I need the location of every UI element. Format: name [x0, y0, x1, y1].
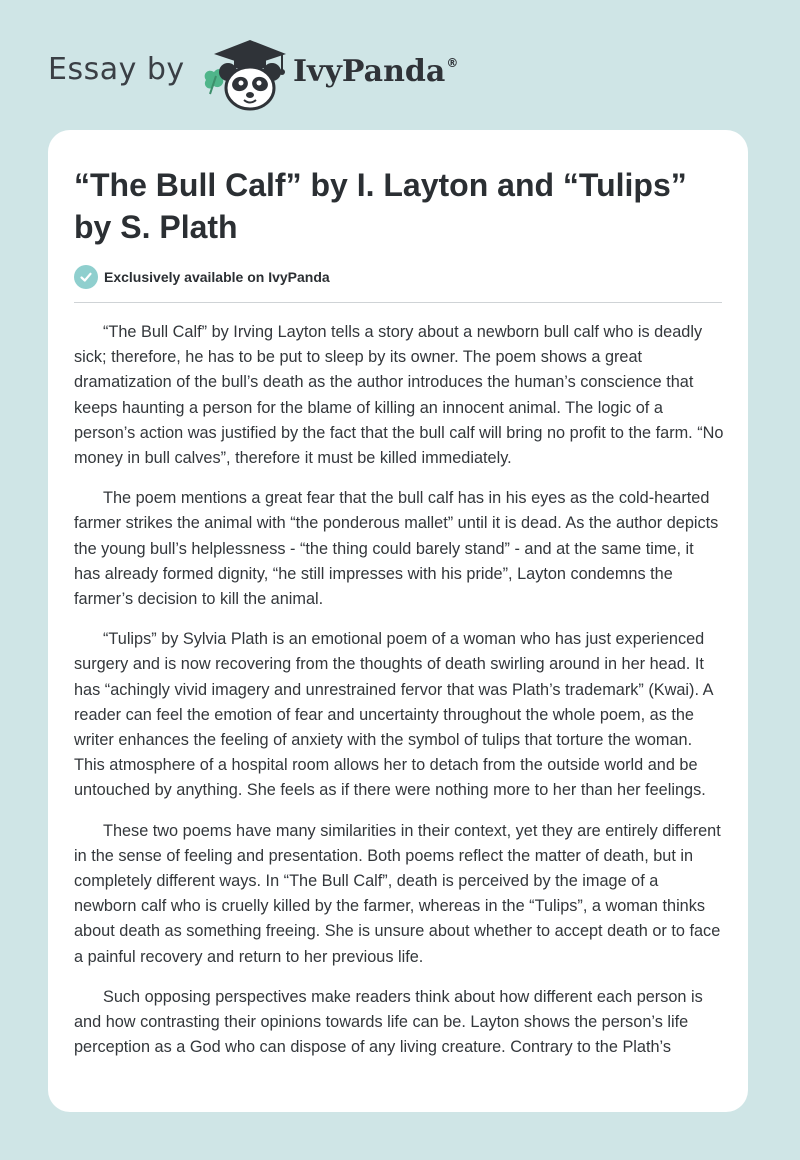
exclusive-badge — [74, 264, 330, 290]
brand-logo[interactable] — [293, 54, 458, 89]
page-title: “The Bull Calf” by I. Layton and “Tulips” by S. Plath — [74, 167, 687, 245]
divider — [74, 302, 722, 303]
panda-graduate-icon[interactable] — [200, 36, 292, 112]
check-icon — [74, 265, 98, 289]
exclusive-label: Exclusively available on IvyPanda — [104, 269, 330, 285]
paragraph: These two poems have many similarities in their context, yet they are entirely different in the sense of feeling and presentation. Both poems reflect the matter of death, but in completely different ways. In “The Bull Calf”, death is perceived by the image of a newborn calf who is cruelly killed by the farmer, whereas in the “Tulips”, a woman thinks about death as something freeing. She is unsure about whether to accept death or to face a painful recovery and return to her previous life. — [74, 821, 721, 966]
brand-name: IvyPanda — [293, 54, 446, 89]
paragraph: “The Bull Calf” by Irving Layton tells a story about a newborn bull calf who is deadly sick; therefore, he has to be put to sleep by its owner. The poem shows a great dramatization of the bull’s death as the author introduces the human’s conscience that keeps haunting a person for the blame of killing an innocent animal. The logic of a person’s action was justified by the fact that the bull calf will bring no profit to the farm. “No money in bull calves”, therefore it must be killed immediately. — [74, 323, 724, 468]
essay-by-label: Essay by — [48, 52, 185, 87]
essay-card — [48, 130, 748, 1112]
essay-body — [74, 320, 724, 1075]
trademark-symbol: ® — [446, 56, 459, 70]
paragraph: The poem mentions a great fear that the bull calf has in his eyes as the cold-hearted farmer strikes the animal with “the ponderous mallet” until it is dead. As the author depicts the young bull’s helplessness - “the thing could barely stand” - and at the same time, it has already formed dignity, “he still impresses with his pride”, Layton condemns the farmer’s decision to kill the animal. — [74, 489, 719, 609]
site-header — [0, 0, 800, 130]
paragraph: “Tulips” by Sylvia Plath is an emotional poem of a woman who has just experienced surgery and is now recovering from the thoughts of death swirling around in her head. It has “achingly vivid imagery and unrestrained fervor that was Plath’s trademark” (Kwai). A reader can feel the emotion of fear and uncertainty throughout the whole poem, as the writer enhances the feeling of anxiety with the symbol of tulips that torture the woman. This atmosphere of a hospital room allows her to detach from the outside world and be untouched by anything. She feels as if there were nothing more to her than her feelings. — [74, 630, 713, 800]
paragraph: Such opposing perspectives make readers think about how different each person is and how contrasting their opinions towards life can be. Layton shows the person’s life perception as a God who can dispose of any living creature. Contrary to the Plath’s — [74, 987, 703, 1057]
